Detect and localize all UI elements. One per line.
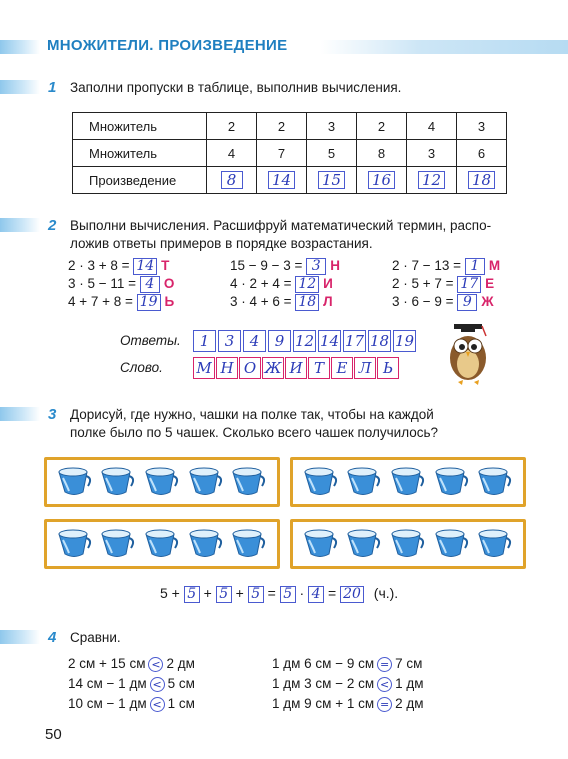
handwritten-answer: 12 [418,171,445,189]
handwritten-answer: 15 [318,171,345,189]
owl-illustration [444,322,492,388]
answer-cell[interactable]: 4 [243,330,266,352]
table-row-label: Множитель [73,113,207,140]
equation-blank[interactable]: 5 [248,586,264,603]
equation-unit: (ч.). [373,585,399,601]
cup-icon [57,528,93,560]
table-row-label: Произведение [73,167,207,194]
word-letter-cell[interactable]: Л [354,357,376,379]
example-letter: Н [330,258,340,273]
equation-operator: + [203,585,212,601]
cup-icon [144,466,180,498]
task2-text-line2: ложив ответы примеров в порядке возрастания. [70,236,373,251]
table-row-product [73,167,507,194]
table-cell-answer[interactable] [207,167,257,194]
cup-icon [100,528,136,560]
compare-sign[interactable]: = [377,657,392,672]
example-letter: Т [161,258,170,273]
equation-blank[interactable]: 5 [216,586,232,603]
compare-right: 2 дм [395,696,424,711]
example-answer[interactable]: 12 [295,276,319,293]
table-cell-answer[interactable] [457,167,507,194]
task2-text-line1: Выполни вычисления. Расшифруй математический термин, распо- [70,218,492,233]
compare-item [272,656,422,672]
example-answer[interactable]: 3 [306,258,326,275]
word-letter-cell[interactable]: Ж [262,357,284,379]
shelf-3 [44,519,280,569]
table-cell: 6 [457,140,507,167]
handwritten-answer: 8 [221,171,243,189]
task2-number: 2 [48,217,57,234]
example-letter: Е [485,276,495,291]
compare-item [272,676,424,692]
example-answer[interactable]: 1 [465,258,485,275]
answers-label: Ответы. [120,333,181,348]
compare-left: 2 см + 15 см [68,656,146,671]
word-letter-cell[interactable]: Е [331,357,353,379]
word-letter-cell[interactable]: И [285,357,307,379]
table-cell: 7 [257,140,307,167]
cup-icon [390,528,426,560]
cup-icon [390,466,426,498]
compare-item [272,696,424,712]
task4-stripe [0,630,40,644]
table-row-multiplier-2 [73,140,507,167]
table-cell: 3 [457,113,507,140]
compare-sign[interactable]: < [150,697,165,712]
equation-operator: = [267,585,276,601]
answer-cell[interactable]: 12 [294,332,315,350]
example-item [68,258,169,275]
cup-icon [231,528,267,560]
example-letter: О [163,276,175,291]
equation-blank[interactable]: 4 [308,586,324,603]
equation-blank[interactable]: 5 [184,586,200,603]
word-letter-cell[interactable]: Т [308,357,330,379]
example-expression: 15 − 9 − 3 = [230,258,303,273]
word-letter-cell[interactable]: Ь [377,357,399,379]
example-item [68,276,174,293]
task1-stripe [0,80,40,94]
answer-cell[interactable]: 17 [344,332,365,350]
answer-cell[interactable]: 14 [319,332,340,350]
example-expression: 2 · 5 + 7 = [392,276,454,291]
cup-icon [434,466,470,498]
compare-right: 1 см [167,696,195,711]
table-row-multiplier-1 [73,113,507,140]
equation-result[interactable]: 20 [340,586,364,603]
word-label: Слово. [120,360,163,375]
table-row-label: Множитель [73,140,207,167]
compare-sign[interactable]: < [148,657,163,672]
example-answer[interactable]: 9 [457,294,477,311]
cups-equation [160,585,398,603]
handwritten-answer: 16 [368,171,395,189]
cup-icon [477,466,513,498]
cup-icon [144,528,180,560]
cup-icon [434,528,470,560]
header-stripe-right [320,40,568,54]
word-letter-cell[interactable]: О [239,357,261,379]
equation-operator: = [328,585,337,601]
example-item [230,276,333,293]
example-item [230,294,333,311]
task3-text-line2: полке было по 5 чашек. Сколько всего чашек получилось? [70,425,439,440]
answer-cell[interactable]: 9 [268,330,291,352]
compare-item [68,656,195,672]
shelf-1 [44,457,280,507]
equation-operator: + [235,585,244,601]
handwritten-answer: 14 [268,171,295,189]
table-cell: 2 [357,113,407,140]
example-item [230,258,340,275]
example-expression: 3 · 5 − 11 = [68,276,137,291]
example-letter: И [323,276,333,291]
cup-icon [303,528,339,560]
compare-right: 5 см [167,676,195,691]
cup-icon [346,528,382,560]
compare-sign[interactable]: < [150,677,165,692]
table-cell: 4 [407,113,457,140]
answer-cell[interactable]: 3 [218,330,241,352]
word-letter-cell[interactable]: М [193,357,215,379]
cup-icon [303,466,339,498]
task4-number: 4 [48,629,57,646]
example-letter: М [488,258,501,273]
compare-left: 1 дм 3 см − 2 см [272,676,375,691]
answer-cell[interactable]: 1 [193,330,216,352]
table-cell: 5 [307,140,357,167]
cup-icon [346,466,382,498]
task1-text: Заполни пропуски в таблице, выполнив вычисления. [70,80,402,95]
page-title: МНОЖИТЕЛИ. ПРОИЗВЕДЕНИЕ [47,37,288,54]
compare-left: 10 см − 1 дм [68,696,147,711]
table-cell: 3 [307,113,357,140]
handwritten-answer: 18 [468,171,495,189]
example-expression: 4 + 7 + 8 = [68,294,133,309]
task4-text: Сравни. [70,630,121,645]
example-letter: Ж [481,294,494,309]
compare-right: 1 дм [395,676,424,691]
task3-number: 3 [48,406,57,423]
table-cell-answer[interactable] [257,167,307,194]
table-cell: 3 [407,140,457,167]
shelf-2 [290,457,526,507]
example-letter: Л [323,294,333,309]
compare-left: 1 дм 9 см + 1 см [272,696,375,711]
task3-text-line1: Дорисуй, где нужно, чашки на полке так, чтобы на каждой [70,407,434,422]
example-expression: 3 · 6 − 9 = [392,294,454,309]
example-expression: 3 · 4 + 6 = [230,294,292,309]
example-expression: 2 · 3 + 8 = [68,258,130,273]
compare-left: 14 см − 1 дм [68,676,147,691]
cup-icon [188,528,224,560]
table-cell-answer[interactable] [407,167,457,194]
example-letter: Ь [164,294,175,309]
answers-row [193,330,418,352]
equation-blank[interactable]: 5 [280,586,296,603]
multiplication-table [72,112,507,194]
cup-icon [188,466,224,498]
table-cell: 4 [207,140,257,167]
example-item [68,294,174,311]
example-item [392,276,494,293]
example-item [392,294,494,311]
compare-left: 1 дм 6 см − 9 см [272,656,375,671]
answer-cell[interactable]: 19 [394,332,415,350]
table-cell: 2 [207,113,257,140]
compare-item [68,676,195,692]
table-cell-answer[interactable] [307,167,357,194]
word-letter-cell[interactable]: Н [216,357,238,379]
cup-icon [231,466,267,498]
shelf-4 [290,519,526,569]
task2-stripe [0,218,40,232]
compare-right: 2 дм [166,656,195,671]
example-answer[interactable]: 14 [133,258,157,275]
word-row [193,357,400,379]
cup-icon [100,466,136,498]
example-expression: 2 · 7 − 13 = [392,258,462,273]
example-answer[interactable]: 19 [137,294,161,311]
compare-right: 7 см [395,656,423,671]
table-cell-answer[interactable] [357,167,407,194]
compare-item [68,696,195,712]
table-cell: 2 [257,113,307,140]
cup-icon [477,528,513,560]
task3-stripe [0,407,40,421]
equation-start: 5 + [160,585,180,601]
compare-sign[interactable]: < [377,677,392,692]
example-answer[interactable]: 4 [140,276,160,293]
task1-number: 1 [48,79,57,96]
example-expression: 4 · 2 + 4 = [230,276,292,291]
table-cell: 8 [357,140,407,167]
page-number: 50 [45,726,62,743]
answer-cell[interactable]: 18 [369,332,390,350]
cup-icon [57,466,93,498]
example-answer[interactable]: 18 [295,294,319,311]
example-answer[interactable]: 17 [457,276,481,293]
header-stripe-left [0,40,40,54]
example-item [392,258,500,275]
equation-operator: · [299,585,305,601]
compare-sign[interactable]: = [377,697,392,712]
